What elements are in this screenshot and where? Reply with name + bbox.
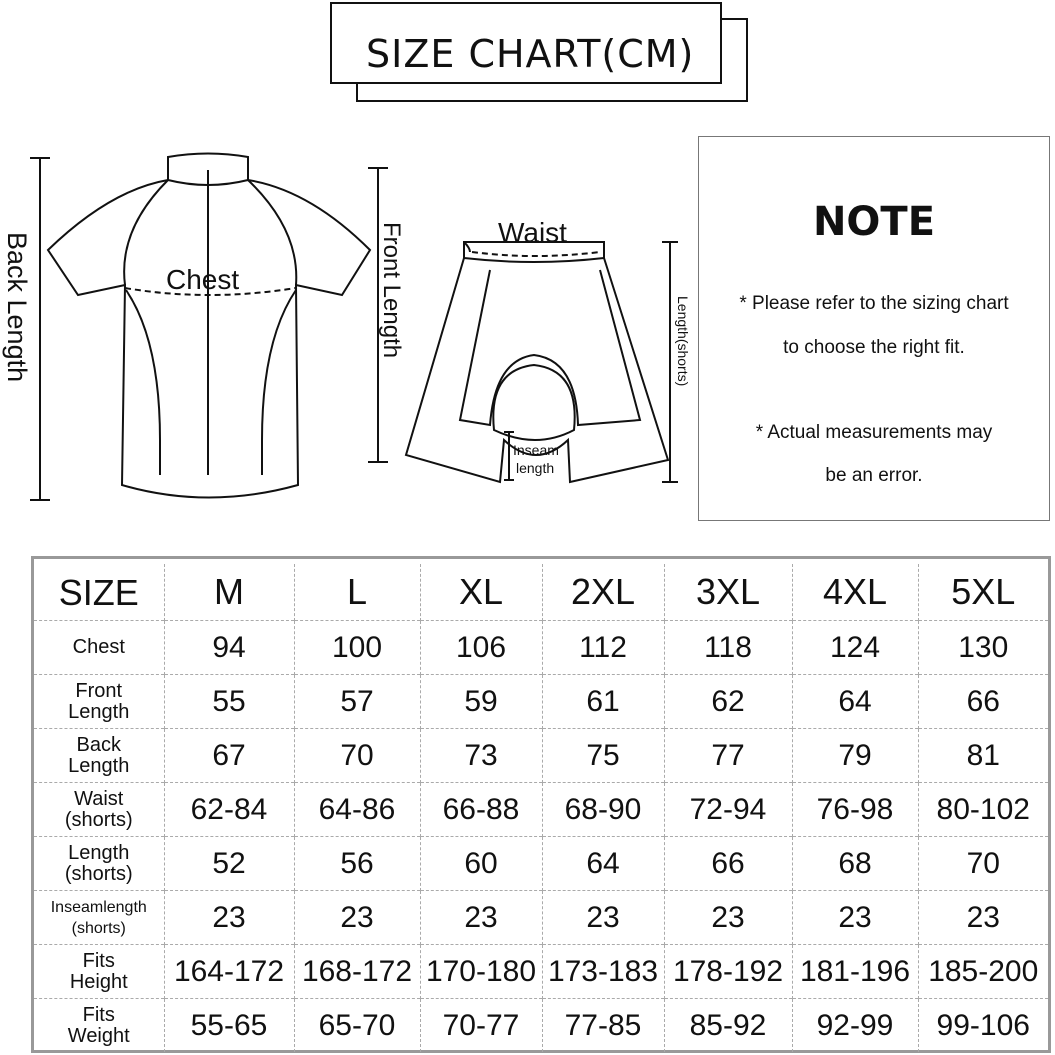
value-cell: 23 bbox=[664, 891, 792, 945]
value-cell: 66 bbox=[918, 675, 1048, 729]
value-cell: 68-90 bbox=[542, 783, 664, 837]
value-cell: 60 bbox=[420, 837, 542, 891]
value-cell: 68 bbox=[792, 837, 918, 891]
row-label bbox=[34, 891, 164, 945]
value-cell: 64-86 bbox=[294, 783, 420, 837]
value-cell: 72-94 bbox=[664, 783, 792, 837]
row-label bbox=[34, 999, 164, 1053]
row-label bbox=[34, 675, 164, 729]
value-cell: 79 bbox=[792, 729, 918, 783]
row-label-line2: Length bbox=[68, 700, 130, 723]
row-label bbox=[34, 729, 164, 783]
row-label-line1: Back bbox=[76, 733, 121, 756]
value-cell: 77 bbox=[664, 729, 792, 783]
value-cell: 181-196 bbox=[792, 945, 918, 999]
header-size-cell: L bbox=[294, 564, 420, 621]
value-cell: 70-77 bbox=[420, 999, 542, 1053]
table-row bbox=[34, 945, 1048, 999]
table-row bbox=[34, 837, 1048, 891]
value-cell: 55-65 bbox=[164, 999, 294, 1053]
value-cell: 52 bbox=[164, 837, 294, 891]
value-cell: 112 bbox=[542, 621, 664, 675]
value-cell: 23 bbox=[420, 891, 542, 945]
row-label-line1: Chest bbox=[72, 636, 125, 658]
value-cell: 94 bbox=[164, 621, 294, 675]
value-cell: 80-102 bbox=[918, 783, 1048, 837]
value-cell: 124 bbox=[792, 621, 918, 675]
front-length-label: Front Length bbox=[378, 222, 405, 359]
header-size-cell: 2XL bbox=[542, 564, 664, 621]
chest-label: Chest bbox=[166, 264, 240, 295]
waist-label: Waist bbox=[498, 217, 567, 248]
garment-diagram bbox=[0, 140, 700, 520]
value-cell: 23 bbox=[542, 891, 664, 945]
value-cell: 92-99 bbox=[792, 999, 918, 1053]
value-cell: 56 bbox=[294, 837, 420, 891]
value-cell: 67 bbox=[164, 729, 294, 783]
row-label-line1: Inseamlength bbox=[50, 898, 147, 916]
inseam-label-line1: Inseam bbox=[513, 442, 559, 458]
size-table bbox=[34, 564, 1048, 1052]
header-size-cell: XL bbox=[420, 564, 542, 621]
table-row bbox=[34, 891, 1048, 945]
note-line-2: to choose the right fit. bbox=[783, 337, 965, 358]
row-label-line2: Length bbox=[68, 754, 130, 777]
value-cell: 55 bbox=[164, 675, 294, 729]
table-row bbox=[34, 675, 1048, 729]
row-label-line1: Fits bbox=[82, 949, 115, 972]
value-cell: 62-84 bbox=[164, 783, 294, 837]
value-cell: 185-200 bbox=[918, 945, 1048, 999]
table-row bbox=[34, 783, 1048, 837]
row-label-line2: Weight bbox=[67, 1024, 130, 1047]
value-cell: 57 bbox=[294, 675, 420, 729]
row-label bbox=[34, 621, 164, 675]
value-cell: 64 bbox=[792, 675, 918, 729]
value-cell: 173-183 bbox=[542, 945, 664, 999]
value-cell: 170-180 bbox=[420, 945, 542, 999]
page-title: SIZE CHART(CM) bbox=[366, 32, 695, 76]
value-cell: 77-85 bbox=[542, 999, 664, 1053]
value-cell: 100 bbox=[294, 621, 420, 675]
inseam-label-line2: length bbox=[516, 460, 555, 476]
value-cell: 81 bbox=[918, 729, 1048, 783]
row-label-line1: Waist bbox=[74, 787, 124, 810]
header-size-cell: 5XL bbox=[918, 564, 1048, 621]
note-line-4: be an error. bbox=[825, 465, 923, 486]
value-cell: 168-172 bbox=[294, 945, 420, 999]
back-length-label: Back Length bbox=[2, 232, 32, 383]
value-cell: 62 bbox=[664, 675, 792, 729]
value-cell: 73 bbox=[420, 729, 542, 783]
note-line-3: * Actual measurements may bbox=[755, 422, 993, 443]
header-size-label: SIZE bbox=[58, 571, 139, 613]
header-size-cell: 3XL bbox=[664, 564, 792, 621]
header-size-cell: M bbox=[164, 564, 294, 621]
header-size-cell: 4XL bbox=[792, 564, 918, 621]
value-cell: 66-88 bbox=[420, 783, 542, 837]
row-label-line2: (shorts) bbox=[64, 808, 133, 831]
value-cell: 64 bbox=[542, 837, 664, 891]
value-cell: 76-98 bbox=[792, 783, 918, 837]
value-cell: 23 bbox=[164, 891, 294, 945]
row-label-line1: Fits bbox=[82, 1003, 115, 1026]
table-row bbox=[34, 999, 1048, 1053]
row-label bbox=[34, 837, 164, 891]
row-label-line2: (shorts) bbox=[64, 862, 133, 885]
table-header-row bbox=[34, 564, 1048, 621]
waist-measure-line bbox=[472, 252, 600, 256]
value-cell: 23 bbox=[294, 891, 420, 945]
value-cell: 59 bbox=[420, 675, 542, 729]
value-cell: 65-70 bbox=[294, 999, 420, 1053]
value-cell: 75 bbox=[542, 729, 664, 783]
row-label bbox=[34, 783, 164, 837]
value-cell: 70 bbox=[918, 837, 1048, 891]
value-cell: 164-172 bbox=[164, 945, 294, 999]
table-row bbox=[34, 729, 1048, 783]
row-label-line2: (shorts) bbox=[71, 919, 126, 937]
row-label-line1: Length bbox=[68, 841, 130, 864]
note-box bbox=[698, 136, 1050, 521]
note-title: NOTE bbox=[812, 199, 936, 245]
title-block bbox=[330, 2, 750, 102]
row-label bbox=[34, 945, 164, 999]
value-cell: 118 bbox=[664, 621, 792, 675]
note-line-1: * Please refer to the sizing chart bbox=[739, 293, 1009, 314]
value-cell: 99-106 bbox=[918, 999, 1048, 1053]
table-row bbox=[34, 621, 1048, 675]
row-label-line1: Front bbox=[75, 679, 123, 702]
value-cell: 70 bbox=[294, 729, 420, 783]
value-cell: 23 bbox=[918, 891, 1048, 945]
value-cell: 23 bbox=[792, 891, 918, 945]
value-cell: 106 bbox=[420, 621, 542, 675]
garment-diagram-svg bbox=[0, 140, 700, 520]
value-cell: 66 bbox=[664, 837, 792, 891]
shorts-pad bbox=[493, 365, 574, 440]
row-label-line2: Height bbox=[69, 970, 128, 993]
value-cell: 61 bbox=[542, 675, 664, 729]
value-cell: 85-92 bbox=[664, 999, 792, 1053]
value-cell: 130 bbox=[918, 621, 1048, 675]
value-cell: 178-192 bbox=[664, 945, 792, 999]
length-shorts-label: Length(shorts) bbox=[675, 296, 691, 387]
